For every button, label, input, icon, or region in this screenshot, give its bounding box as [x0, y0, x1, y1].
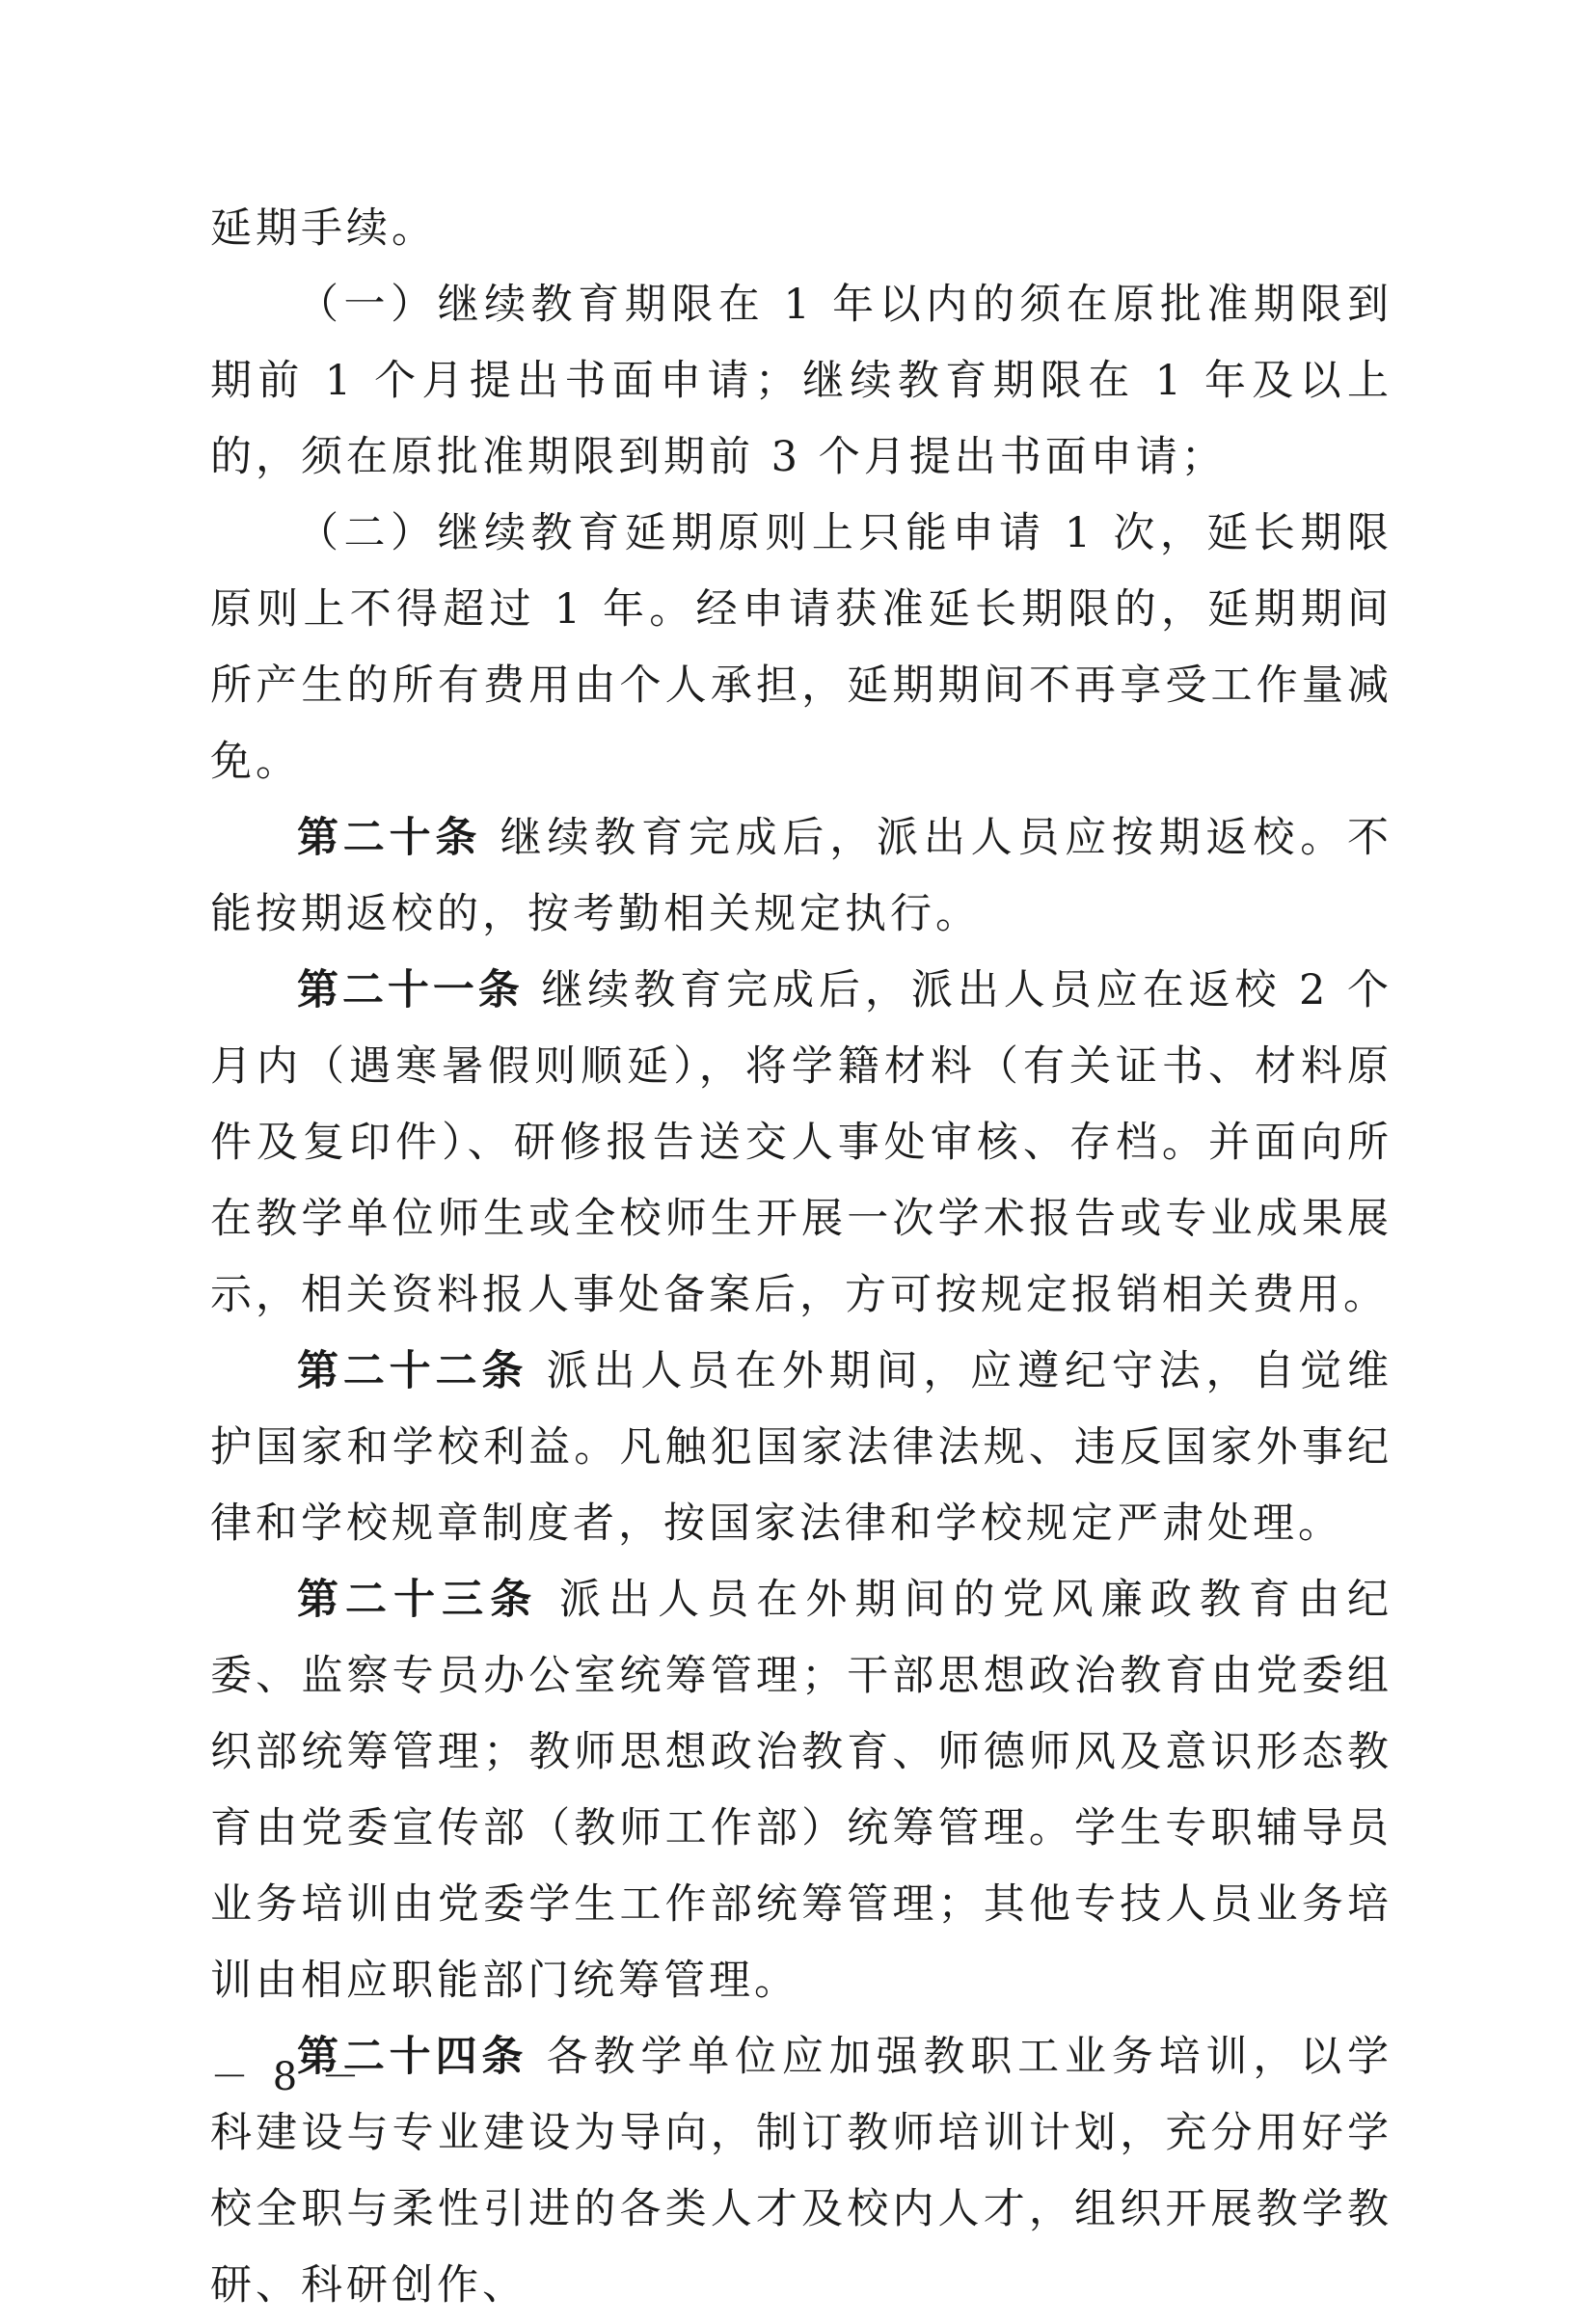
- article-text: 继续教育完成后，派出人员应按期返校。不能按期返校的，按考勤相关规定执行。: [210, 814, 1392, 938]
- article-text: 各教学单位应加强教职工业务培训，以学科建设与专业建设为导向，制订教师培训计划，充分用好学校全职与柔性引进的各类人才及校内人才，组织开展教学教研、科研创作、: [210, 2033, 1392, 2310]
- paragraph-clause-1: [210, 267, 1392, 496]
- article-21: [210, 953, 1392, 1334]
- article-23: [210, 1562, 1392, 2019]
- paragraph-clause-2: [210, 496, 1392, 800]
- paragraph-text: 延期手续。: [210, 204, 437, 253]
- article-title: 第二十条: [297, 814, 482, 862]
- article-title: 第二十四条: [297, 2033, 528, 2081]
- paragraph-continuation: [210, 191, 1392, 267]
- page-number: － 8 －: [210, 2055, 365, 2099]
- article-22: [210, 1334, 1392, 1562]
- article-title: 第二十二条: [297, 1347, 528, 1395]
- article-text: 派出人员在外期间的党风廉政教育由纪委、监察专员办公室统筹管理；干部思想政治教育由党委组织部统筹管理；教师思想政治教育、师德师风及意识形态教育由党委宣传部（教师工作部）统筹管理。学生专职辅导员业务培训由党委学生工作部统筹管理；其他专技人员业务培训由相应职能部门统筹管理。: [210, 1576, 1393, 2005]
- article-text: 继续教育完成后，派出人员应在返校 2 个月内（遇寒暑假则顺延），将学籍材料（有关证书、材料原件及复印件）、研修报告送交人事处审核、存档。并面向所在教学单位师生或全校师生开展一次学术报告或专业成果展示，相关资料报人事处备案后，方可按规定报销相关费用。: [210, 966, 1392, 1319]
- paragraph-text: （一）继续教育期限在 1 年以内的须在原批准期限到期前 1 个月提出书面申请；继续教育期限在 1 年及以上的，须在原批准期限到期前 3 个月提出书面申请；: [210, 281, 1392, 481]
- article-title: 第二十一条: [297, 966, 524, 1014]
- article-20: [210, 800, 1392, 953]
- body-text: [210, 191, 1392, 2324]
- paragraph-text: （二）继续教育延期原则上只能申请 1 次，延长期限原则上不得超过 1 年。经申请获准延长期限的，延期期间所产生的所有费用由个人承担，延期期间不再享受工作量减免。: [210, 509, 1392, 786]
- article-text: 派出人员在外期间，应遵纪守法，自觉维护国家和学校利益。凡触犯国家法律法规、违反国家外事纪律和学校规章制度者，按国家法律和学校规定严肃处理。: [210, 1347, 1392, 1548]
- article-title: 第二十三条: [297, 1576, 539, 1624]
- article-24: [210, 2019, 1392, 2324]
